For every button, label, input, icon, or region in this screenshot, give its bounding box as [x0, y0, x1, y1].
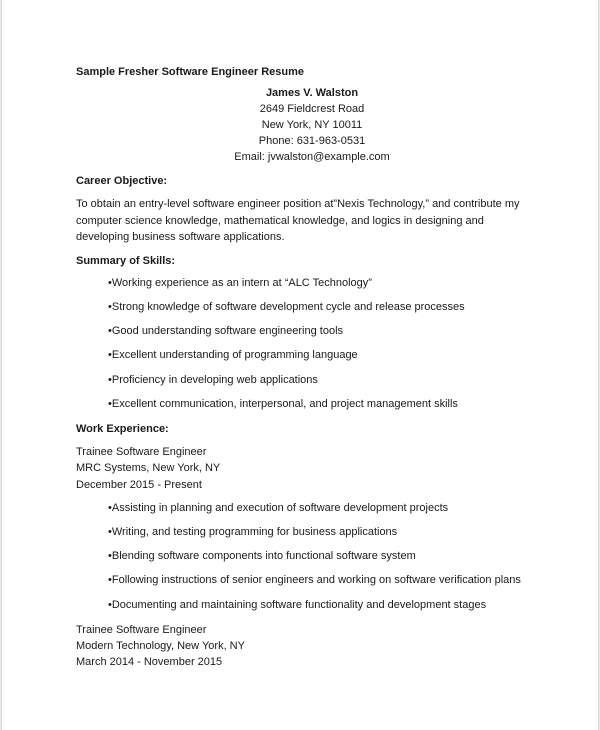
job-duty-item: •Documenting and maintaining software functionality and development stages: [108, 599, 487, 611]
contact-street: 2649 Fieldcrest Road: [259, 103, 365, 115]
career-objective-heading: Career Objective:: [76, 175, 168, 187]
resume-page: [1, 0, 599, 730]
job-duty-item: •Writing, and testing programming for business applications: [108, 526, 398, 538]
job-dates: March 2014 - November 2015: [76, 656, 223, 668]
job-role: Trainee Software Engineer: [76, 446, 207, 458]
contact-email: Email: jvwalston@example.com: [234, 151, 390, 163]
job-company: MRC Systems, New York, NY: [76, 462, 221, 474]
job-company: Modern Technology, New York, NY: [76, 640, 245, 652]
job-duty-item: •Assisting in planning and execution of software development projects: [108, 502, 449, 514]
job-role: Trainee Software Engineer: [76, 624, 207, 636]
skill-item: •Working experience as an intern at “ALC Technology”: [108, 277, 372, 289]
document-title: Sample Fresher Software Engineer Resume: [76, 66, 305, 78]
contact-name: James V. Walston: [265, 87, 359, 99]
contact-city: New York, NY 10011: [261, 119, 363, 131]
job-dates: December 2015 - Present: [76, 479, 202, 491]
skill-item: •Excellent understanding of programming language: [108, 349, 358, 361]
skill-item: •Excellent communication, interpersonal, and project management skills: [108, 398, 458, 410]
job-duty-item: •Following instructions of senior engineers and working on software verification plans: [108, 574, 521, 586]
skill-item: •Strong knowledge of software development cycle and release processes: [108, 301, 465, 313]
contact-phone: Phone: 631-963-0531: [258, 135, 366, 147]
work-experience-heading: Work Experience:: [76, 423, 169, 435]
skills-heading: Summary of Skills:: [76, 255, 176, 267]
skill-item: •Proficiency in developing web applications: [108, 374, 318, 386]
skill-item: •Good understanding software engineering tools: [108, 325, 344, 337]
career-objective-text: To obtain an entry-level software engineer position at”Nexis Technology,” and contribute my computer science knowledge, mathematical knowledge, and logics in designing and developing business software applications.: [76, 198, 520, 243]
job-duty-item: •Blending software components into functional software system: [108, 550, 416, 562]
